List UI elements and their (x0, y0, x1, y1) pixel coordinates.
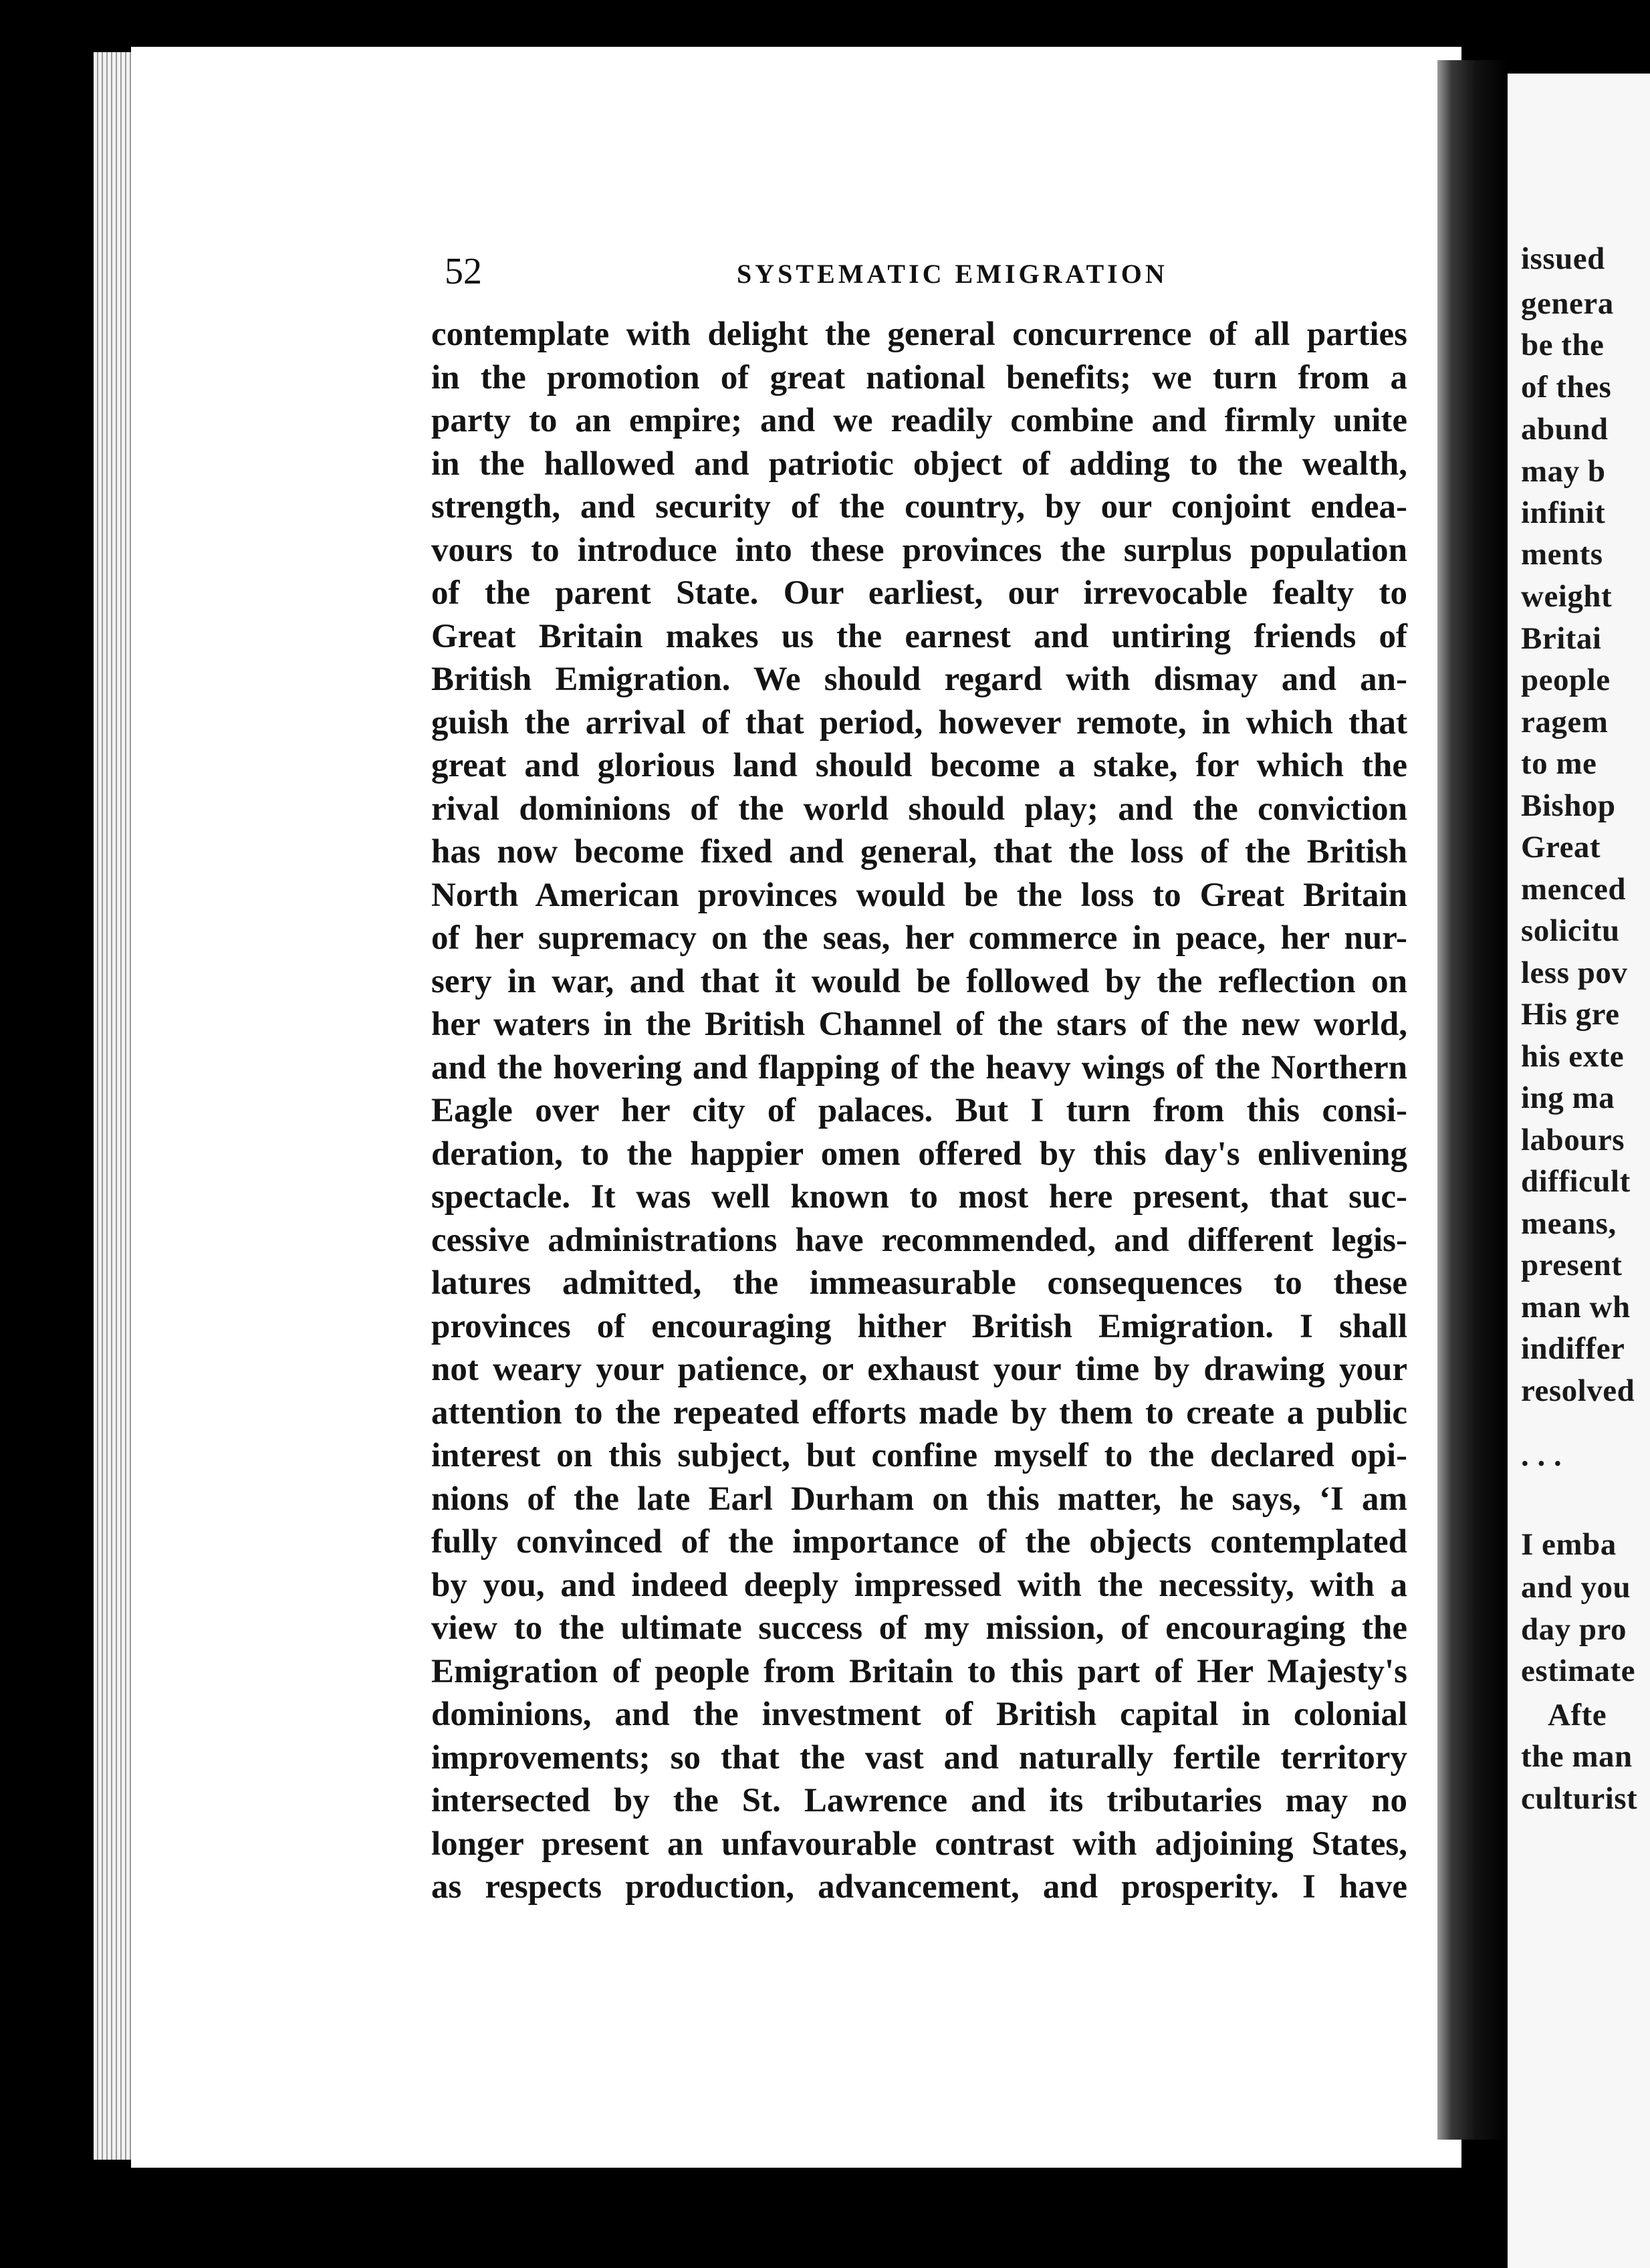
text-line: provinces of encouraging hither British Emigration. I shall (431, 1307, 1407, 1345)
facing-text-line: Britai (1521, 621, 1602, 656)
facing-text-line: difficult (1521, 1164, 1631, 1199)
facing-text-line: Bishop (1521, 788, 1616, 823)
text-line: by you, and indeed deeply impressed with the necessity, with a (431, 1566, 1407, 1604)
facing-text-line: weight (1521, 579, 1613, 614)
facing-text-line: labours (1521, 1123, 1625, 1157)
facing-text-line: the man (1521, 1739, 1633, 1774)
text-line: Emigration of people from Britain to this part of Her Majesty's (431, 1652, 1407, 1690)
text-line: not weary your patience, or exhaust your time by drawing your (431, 1351, 1407, 1388)
facing-text-line: of thes (1521, 370, 1612, 405)
facing-text-line: ing ma (1521, 1081, 1615, 1115)
text-line: nions of the late Earl Durham on this matter, he says, ‘I am (431, 1480, 1407, 1518)
facing-text-line: culturist (1521, 1781, 1638, 1816)
text-line: deration, to the happier omen offered by this day's enlivening (431, 1135, 1407, 1173)
text-line: guish the arrival of that period, however remote, in which that (431, 703, 1407, 742)
text-line: of the parent State. Our earliest, our irrevocable fealty to (431, 574, 1407, 612)
facing-text-line: people (1521, 663, 1611, 697)
text-line: and the hovering and flapping of the heavy wings of the Northern (431, 1048, 1407, 1087)
facing-text-line: Great (1521, 830, 1601, 865)
text-line: intersected by the St. Lawrence and its tributaries may no (431, 1782, 1407, 1819)
text-line: rival dominions of the world should play; and the conviction (431, 790, 1407, 828)
text-line: longer present an unfavourable contrast with adjoining States, (431, 1825, 1407, 1863)
running-title: SYSTEMATIC EMIGRATION (737, 259, 1168, 289)
facing-text-line: present (1521, 1248, 1623, 1282)
text-line: dominions, and the investment of British capital in colonial (431, 1696, 1407, 1733)
text-line: attention to the repeated efforts made by them to create a public (431, 1393, 1407, 1432)
facing-text-line: resolved (1521, 1373, 1635, 1408)
facing-text-line: solicitu (1521, 913, 1620, 948)
text-line: Great Britain makes us the earnest and untiring friends of (431, 617, 1407, 655)
facing-text-line: means, (1521, 1206, 1617, 1241)
facing-text-line: Afte (1548, 1698, 1607, 1732)
text-line: has now become fixed and general, that the loss of the British (431, 833, 1407, 871)
body-text (431, 313, 1407, 1909)
text-line: as respects production, advancement, and prosperity. I have (431, 1868, 1407, 1906)
text-line: vours to introduce into these provinces the surplus population (431, 531, 1407, 569)
text-line: latures admitted, the immeasurable consequences to these (431, 1264, 1407, 1302)
facing-text-line: ments (1521, 537, 1603, 572)
text-line: contemplate with delight the general concurrence of all parties (431, 316, 1407, 353)
text-line: improvements; so that the vast and naturally fertile territory (431, 1738, 1407, 1777)
text-line: in the hallowed and patriotic object of adding to the wealth, (431, 445, 1407, 483)
facing-text-line: menced (1521, 872, 1627, 907)
text-line: cessive administrations have recommended, and different legis- (431, 1221, 1407, 1259)
facing-text-line: less pov (1521, 955, 1628, 990)
text-line: Eagle over her city of palaces. But I turn from this consi- (431, 1092, 1407, 1129)
text-line: spectacle. It was well known to most here present, that suc- (431, 1178, 1407, 1216)
text-line: interest on this subject, but confine myself to the declared opi- (431, 1437, 1407, 1474)
facing-text-line: infinit (1521, 495, 1606, 530)
binding-gutter (1437, 60, 1508, 2140)
text-line: in the promotion of great national benefits; we turn from a (431, 358, 1407, 396)
facing-text-line: to me (1521, 746, 1597, 781)
facing-text-line: abund (1521, 412, 1609, 447)
facing-text-line: his exte (1521, 1039, 1625, 1074)
text-line: of her supremacy on the seas, her commerce in peace, her nur- (431, 919, 1407, 957)
facing-text-line: genera (1521, 286, 1614, 321)
page-edges (94, 52, 134, 2160)
facing-text-line: day pro (1521, 1612, 1627, 1647)
facing-text-line: may b (1521, 454, 1606, 489)
facing-text-line: . . . (1521, 1438, 1562, 1473)
text-line: great and glorious land should become a stake, for which the (431, 747, 1407, 784)
facing-text-line: be the (1521, 328, 1605, 362)
text-line: her waters in the British Channel of the stars of the new world, (431, 1006, 1407, 1043)
page-number: 52 (445, 251, 482, 292)
facing-text-line: man wh (1521, 1290, 1631, 1325)
facing-text-line: ragem (1521, 705, 1609, 740)
text-line: North American provinces would be the loss to Great Britain (431, 876, 1407, 914)
facing-text-line: indiffer (1521, 1331, 1625, 1366)
facing-text-line: and you (1521, 1570, 1631, 1605)
text-line: view to the ultimate success of my mission, of encouraging the (431, 1609, 1407, 1647)
text-line: fully convinced of the importance of the objects contemplated (431, 1523, 1407, 1561)
facing-text-line: issued (1521, 241, 1605, 276)
facing-text-line: I emba (1521, 1527, 1617, 1562)
text-line: party to an empire; and we readily combine and firmly unite (431, 402, 1407, 439)
facing-page (1508, 74, 1650, 2268)
text-line: sery in war, and that it would be followed by the reflection on (431, 962, 1407, 1000)
text-line: British Emigration. We should regard with dismay and an- (431, 661, 1407, 698)
text-line: strength, and security of the country, by our conjoint endea- (431, 488, 1407, 526)
facing-text-line: estimate (1521, 1654, 1636, 1688)
facing-text-line: His gre (1521, 997, 1620, 1032)
